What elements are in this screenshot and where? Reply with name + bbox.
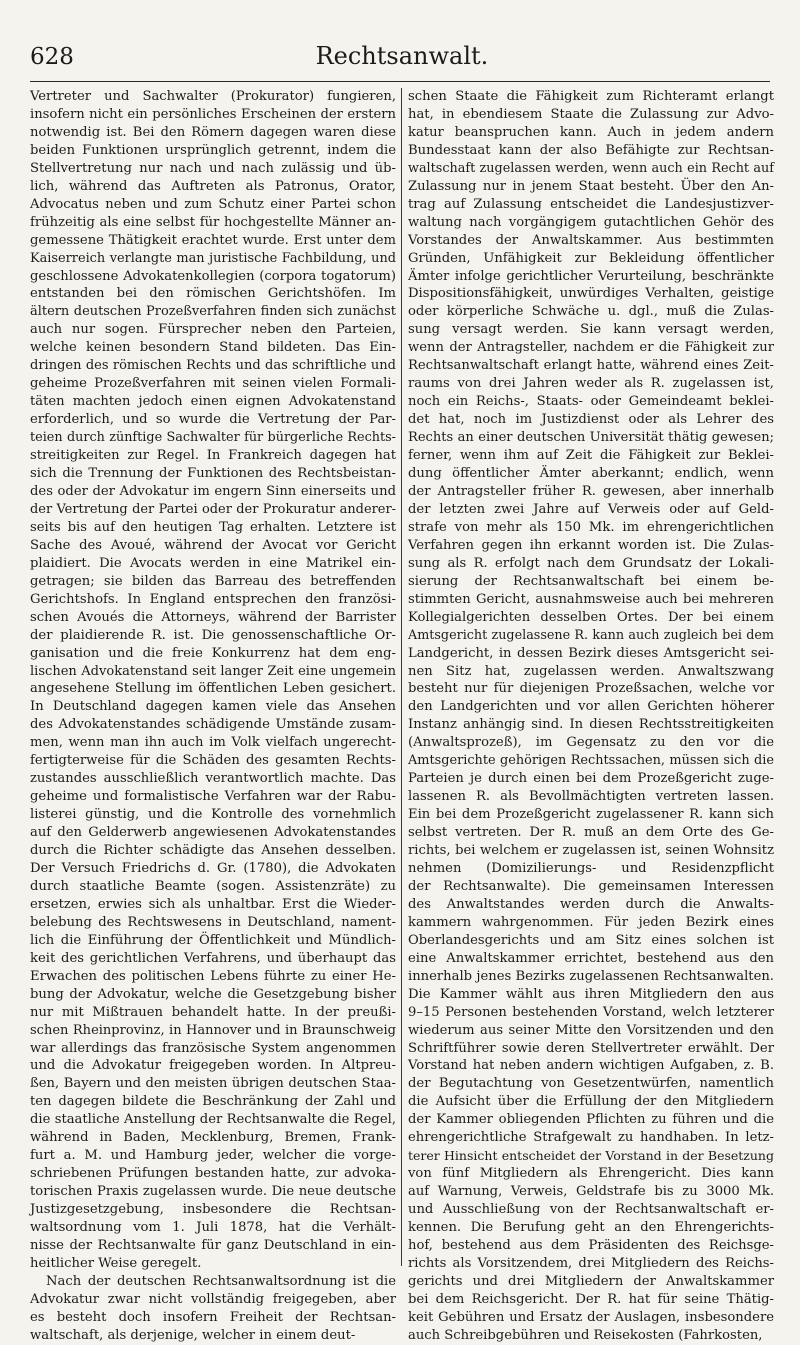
text-line: Erwachen des politischen Lebens führte zu einer He- xyxy=(30,968,396,984)
text-line: beiden Funktionen ursprünglich getrennt, indem die xyxy=(30,142,396,158)
text-line: Kollegialgerichten desselben Ortes. Der bei einem xyxy=(408,609,774,625)
text-line: oder körperliche Schwäche u. dgl., muß die Zulas- xyxy=(408,304,774,320)
text-line: Gerichtshofs. In England entsprechen den französi- xyxy=(30,591,396,607)
text-line: Sache des Avoué, während der Avocat vor Gericht xyxy=(30,537,396,553)
text-line: täten machten jedoch einen eignen Advokatenstand xyxy=(30,394,396,410)
text-line: des Anwaltstandes werden durch die Anwalts- xyxy=(408,896,774,912)
text-line: Ein bei dem Prozeßgericht zugelassener R. kann sich xyxy=(408,807,774,823)
text-line: katur beanspruchen kann. Auch in jedem andern xyxy=(408,124,774,140)
text-line: Kaiserreich verlangte man juristische Fachbildung, und xyxy=(30,250,396,266)
text-line: des oder der Advokatur im engern Sinn einerseits und xyxy=(30,483,396,499)
text-line: streitigkeiten zur Regel. In Frankreich dagegen hat xyxy=(30,448,396,464)
text-line: Zulassung nur in jenem Staat besteht. Über den An- xyxy=(408,178,774,194)
text-line: dringen des römischen Rechts und das schriftliche und xyxy=(30,358,396,374)
text-line: det hat, noch im Justizdienst oder als Lehrer des xyxy=(408,412,774,428)
text-line: schen Staate die Fähigkeit zum Richteramt erlangt xyxy=(408,89,774,104)
text-line: geheime und formalistische Verfahren war der Rabu- xyxy=(30,789,396,805)
text-line: Der Versuch Friedrichs d. Gr. (1780), die Advokaten xyxy=(30,860,396,876)
text-line: plaidiert. Die Avocats werden in eine Matrikel ein- xyxy=(30,555,396,571)
text-line: waltung nach vorgängigem gutachtlichen Gehör des xyxy=(408,214,774,230)
text-line: schen Avoués die Attorneys, während der Barrister xyxy=(30,609,396,625)
text-line: Rechts an einer deutschen Universität thätig gewesen; xyxy=(408,430,774,446)
text-line: welche keinen besondern Stand bildeten. Das Ein- xyxy=(30,340,396,356)
text-line: und die Advokatur freigegeben worden. In Altpreu- xyxy=(30,1058,396,1074)
text-line: Ämter infolge gerichtlicher Verurteilung, beschränkte xyxy=(408,268,774,284)
text-line: Dispositionsfähigkeit, unwürdiges Verhalten, geistige xyxy=(408,286,774,302)
text-line: der plaidierende R. ist. Die genossenschaftliche Or- xyxy=(30,627,396,643)
text-line: sierung der Rechtsanwaltschaft bei einem be- xyxy=(408,573,774,589)
text-line: raums von drei Jahren weder als R. zugelassen ist, xyxy=(408,376,774,392)
text-line: besteht nur für diejenigen Prozeßsachen, welche vor xyxy=(408,681,774,697)
text-line: selbst vertreten. Der R. muß an dem Orte des Ge- xyxy=(408,825,774,841)
text-line: während in Baden, Mecklenburg, Bremen, Frank- xyxy=(30,1130,396,1146)
text-line: Nach der deutschen Rechtsanwaltsordnung ist die xyxy=(46,1273,396,1289)
running-head: Rechtsanwalt. xyxy=(315,42,489,70)
text-line: Landgericht, in dessen Bezirk dieses Amtsgericht sei- xyxy=(408,645,774,661)
text-line: Vorstandes der Anwaltskammer. Aus bestimmten xyxy=(408,232,774,248)
text-line: Oberlandesgerichts und am Sitz eines solchen ist xyxy=(408,932,774,948)
text-line: frühzeitig als eine selbst für hochgestellte Männer an- xyxy=(30,214,396,230)
text-line: heitlicher Weise geregelt. xyxy=(30,1255,202,1271)
text-line: durch die Richter schädigte das Ansehen desselben. xyxy=(30,843,396,859)
text-line: die Aufsicht über die Erfüllung der den Mitgliedern xyxy=(408,1094,774,1110)
text-line: wiederum aus seiner Mitte den Vorsitzenden und den xyxy=(408,1022,774,1038)
text-line: waltschaft zugelassen werden, wenn auch ein Recht auf xyxy=(408,160,774,176)
text-line: nur mit Mißtrauen behandelt hatte. In der preußi- xyxy=(30,1004,396,1020)
text-line: keit des gerichtlichen Verfahrens, und überhaupt das xyxy=(30,950,396,966)
text-line: kammern wahrgenommen. Für jeden Bezirk eines xyxy=(408,914,774,930)
text-line: ten dagegen bildete die Beschränkung der Zahl und xyxy=(30,1094,396,1110)
text-line: eine Anwaltskammer errichtet, bestehend aus den xyxy=(408,950,774,966)
page-number: 628 xyxy=(30,44,74,70)
text-line: keit Gebühren und Ersatz der Auslagen, insbesondere xyxy=(408,1309,774,1325)
text-line: richts als Vorsitzendem, drei Mitgliedern des Reichs- xyxy=(408,1255,774,1271)
text-line: von fünf Mitgliedern als Ehrengericht. Dies kann xyxy=(408,1166,774,1182)
text-line: seits bis auf den heutigen Tag erhalten. Letztere ist xyxy=(30,519,396,535)
text-line: die staatliche Anstellung der Rechtsanwalte die Regel, xyxy=(30,1112,396,1128)
text-line: ganisation und die freie Konkurrenz hat dem eng- xyxy=(30,645,396,661)
text-line: lischen Advokatenstand seit langer Zeit eine ungemein xyxy=(30,663,396,679)
text-line: Schriftführer sowie deren Stellvertreter erwählt. Der xyxy=(408,1040,774,1056)
text-line: nisse der Rechtsanwalte für ganz Deutschland in ein- xyxy=(30,1238,396,1253)
text-line: schen Rheinprovinz, in Hannover und in Braunschweig xyxy=(30,1022,396,1038)
text-line: Instanz anhängig sind. In diesen Rechtsstreitigkeiten xyxy=(408,717,774,733)
text-line: Verfahren gegen ihn erkannt worden ist. Die Zulas- xyxy=(408,537,774,553)
text-line: Advokatur zwar nicht vollständig freigegeben, aber xyxy=(30,1291,396,1307)
text-line: listerei günstig, und die Kontrolle des vornehmlich xyxy=(30,807,396,823)
text-line: ersetzen, erwies sich als unhaltbar. Erst die Wieder- xyxy=(30,896,396,912)
text-line: getragen; sie bilden das Barreau des betreffenden xyxy=(30,573,396,589)
text-line: Advocatus neben und zum Schutz einer Partei schon xyxy=(30,196,396,212)
text-line: den Landgerichten und vor allen Gerichten höherer xyxy=(408,699,774,715)
text-line: nehmen (Domizilierungs- und Residenzpflicht xyxy=(408,860,774,876)
text-line: durch staatliche Beamte (sogen. Assistenzräte) zu xyxy=(30,878,396,894)
text-line: lich die Einführung der Öffentlichkeit und Mündlich- xyxy=(30,932,396,948)
text-line: waltschaft, als derjenige, welcher in einem deut- xyxy=(30,1327,356,1343)
text-line: nen Sitz hat, zugelassen werden. Anwaltszwang xyxy=(408,663,774,679)
text-line: Amtsgerichte gehörigen Rechtssachen, müssen sich die xyxy=(408,753,774,769)
text-line: der Begutachtung von Gesetzentwürfen, namentlich xyxy=(408,1076,774,1092)
text-line: der Rechtsanwalte). Die gemeinsamen Interessen xyxy=(408,878,774,894)
text-line: strafe von mehr als 150 Mk. im ehrengerichtlichen xyxy=(408,519,774,535)
text-line: gemessene Thätigkeit erachtet wurde. Erst unter dem xyxy=(30,232,396,248)
text-line: lich, während das Auftreten als Patronus, Orator, xyxy=(30,178,396,194)
text-line: der letzten zwei Jahre auf Verweis oder auf Geld- xyxy=(408,501,774,517)
text-line: und Ausschließung von der Rechtsanwaltschaft er- xyxy=(408,1202,774,1218)
text-line: sich die Trennung der Funktionen des Rechtsbeistan- xyxy=(30,466,396,482)
text-line: Justizgesetzgebung, insbesondere die Rechtsan- xyxy=(30,1202,396,1218)
text-line: belebung des Rechtswesens in Deutschland, nament- xyxy=(30,914,396,930)
text-line: innerhalb jenes Bezirks zugelassenen Rechtsanwalten. xyxy=(408,968,774,984)
text-line: wenn der Antragsteller, nachdem er die Fähigkeit zur xyxy=(408,340,774,356)
text-line: richts, bei welchem er zugelassen ist, seinen Wohnsitz xyxy=(408,843,774,859)
text-line: des Advokatenstandes schädigende Umstände zusam- xyxy=(30,717,396,733)
text-line: ehrengerichtliche Strafgewalt zu handhaben. In letz- xyxy=(408,1130,774,1146)
text-line: In Deutschland dagegen kamen viele das Ansehen xyxy=(30,699,396,715)
text-line: bung der Advokatur, welche die Gesetzgebung bisher xyxy=(30,986,396,1002)
text-line: gerichts und drei Mitgliedern der Anwaltskammer xyxy=(408,1273,774,1289)
text-line: entstanden bei den römischen Gerichtshöfen. Im xyxy=(30,286,396,302)
text-line: torischen Praxis zugelassen wurde. Die neue deutsche xyxy=(30,1184,396,1200)
text-line: war allerdings das französische System angenommen xyxy=(30,1040,396,1056)
text-line: geschlossene Advokatenkollegien (corpora togatorum) xyxy=(30,268,396,284)
text-line: 9–15 Personen bestehenden Vorstand, welch letzterer xyxy=(408,1004,774,1020)
text-line: ßen, Bayern und den meisten übrigen deutschen Staa- xyxy=(30,1076,396,1092)
text-line: terer Hinsicht entscheidet der Vorstand in der Besetzung xyxy=(408,1148,774,1164)
text-line: hof, bestehend aus dem Präsidenten des Reichsge- xyxy=(408,1238,774,1253)
text-line: auch Schreibgebühren und Reisekosten (Fahrkosten, xyxy=(408,1327,763,1343)
text-line: Parteien je durch einen bei dem Prozeßgericht zuge- xyxy=(408,771,774,787)
text-line: Rechtsanwaltschaft erlangt hatte, während eines Zeit- xyxy=(408,358,774,374)
column-divider xyxy=(401,88,402,1266)
header-rule xyxy=(30,81,770,82)
text-line: der Vertretung der Partei oder der Prokuratur anderer- xyxy=(30,501,396,517)
text-line: auch nur sogen. Fürsprecher neben den Parteien, xyxy=(30,322,396,338)
text-line: Gründen, Unfähigkeit zur Bekleidung öffentlicher xyxy=(408,250,774,266)
page-header xyxy=(30,42,770,78)
text-line: insofern nicht ein persönliches Erscheinen der erstern xyxy=(30,106,396,122)
text-line: der Antragsteller früher R. gewesen, aber innerhalb xyxy=(408,483,774,499)
text-line: ferner, wenn ihm auf Zeit die Fähigkeit zur Beklei- xyxy=(408,448,774,464)
text-line: kennen. Die Berufung geht an den Ehrengerichts- xyxy=(408,1220,774,1236)
text-line: Stellvertretung nur nach und nach zulässig und üb- xyxy=(30,160,396,176)
text-line: Die Kammer wählt aus ihren Mitgliedern den aus xyxy=(408,986,774,1002)
text-line: waltsordnung vom 1. Juli 1878, hat die Verhält- xyxy=(30,1220,396,1236)
text-line: sung versagt werden. Sie kann versagt werden, xyxy=(408,322,774,338)
text-line: erforderlich, und so wurde die Vertretung der Par- xyxy=(30,412,396,428)
text-line: furt a. M. und Hamburg jeder, welcher die vorge- xyxy=(30,1148,396,1164)
text-line: auf Warnung, Verweis, Geldstrafe bis zu 3000 Mk. xyxy=(408,1184,774,1200)
text-line: men, wenn man ihn auch im Volk vielfach ungerecht- xyxy=(30,735,396,751)
text-line: Vertreter und Sachwalter (Prokurator) fungieren, xyxy=(30,89,396,104)
text-line: lassenen R. als Bevollmächtigten vertreten lassen. xyxy=(408,789,774,805)
text-line: fertigterweise für die Schäden des gesamten Rechts- xyxy=(30,753,396,769)
text-line: hat, in ebendiesem Staate die Zulassung zur Advo- xyxy=(408,106,774,122)
text-line: schriebenen Prüfungen bestanden hatte, zur advoka- xyxy=(30,1166,396,1182)
text-line: Bundesstaat kann der also Befähigte zur Rechtsan- xyxy=(408,142,774,158)
right-column xyxy=(408,88,774,1343)
text-line: teien durch zünftige Sachwalter für bürgerliche Rechts- xyxy=(30,430,396,446)
text-line: auf den Gelderwerb angewiesenen Advokatenstandes xyxy=(30,825,396,841)
left-column xyxy=(30,88,396,1343)
text-line: zustandes ausschließlich verantwortlich machte. Das xyxy=(30,771,396,787)
text-line: es besteht doch insofern Freiheit der Rechtsan- xyxy=(30,1309,396,1325)
text-line: ältern deutschen Prozeßverfahren finden sich zunächst xyxy=(30,304,396,320)
text-line: stimmten Gericht, ausnahmsweise auch bei mehreren xyxy=(408,591,774,607)
text-line: trag auf Zulassung entscheidet die Landesjustizver- xyxy=(408,196,774,212)
text-line: geheime Prozeßverfahren mit seinen vielen Formali- xyxy=(30,376,396,392)
text-line: sung als R. erfolgt nach dem Grundsatz der Lokali- xyxy=(408,555,774,571)
text-line: Amtsgericht zugelassene R. kann auch zugleich bei dem xyxy=(408,627,774,643)
text-line: noch ein Reichs-, Staats- oder Gemeindeamt beklei- xyxy=(408,394,774,410)
text-line: der Kammer obliegenden Pflichten zu führen und die xyxy=(408,1112,774,1128)
text-line: dung öffentlicher Ämter aberkannt; endlich, wenn xyxy=(408,466,774,482)
text-line: notwendig ist. Bei den Römern dagegen waren diese xyxy=(30,124,396,140)
text-line: (Anwaltsprozeß), im Gegensatz zu den vor die xyxy=(408,735,774,751)
text-line: angesehene Stellung im öffentlichen Leben gesichert. xyxy=(30,681,396,697)
text-line: Vorstand hat neben andern wichtigen Aufgaben, z. B. xyxy=(408,1058,774,1074)
text-line: bei dem Reichsgericht. Der R. hat für seine Thätig- xyxy=(408,1291,774,1307)
